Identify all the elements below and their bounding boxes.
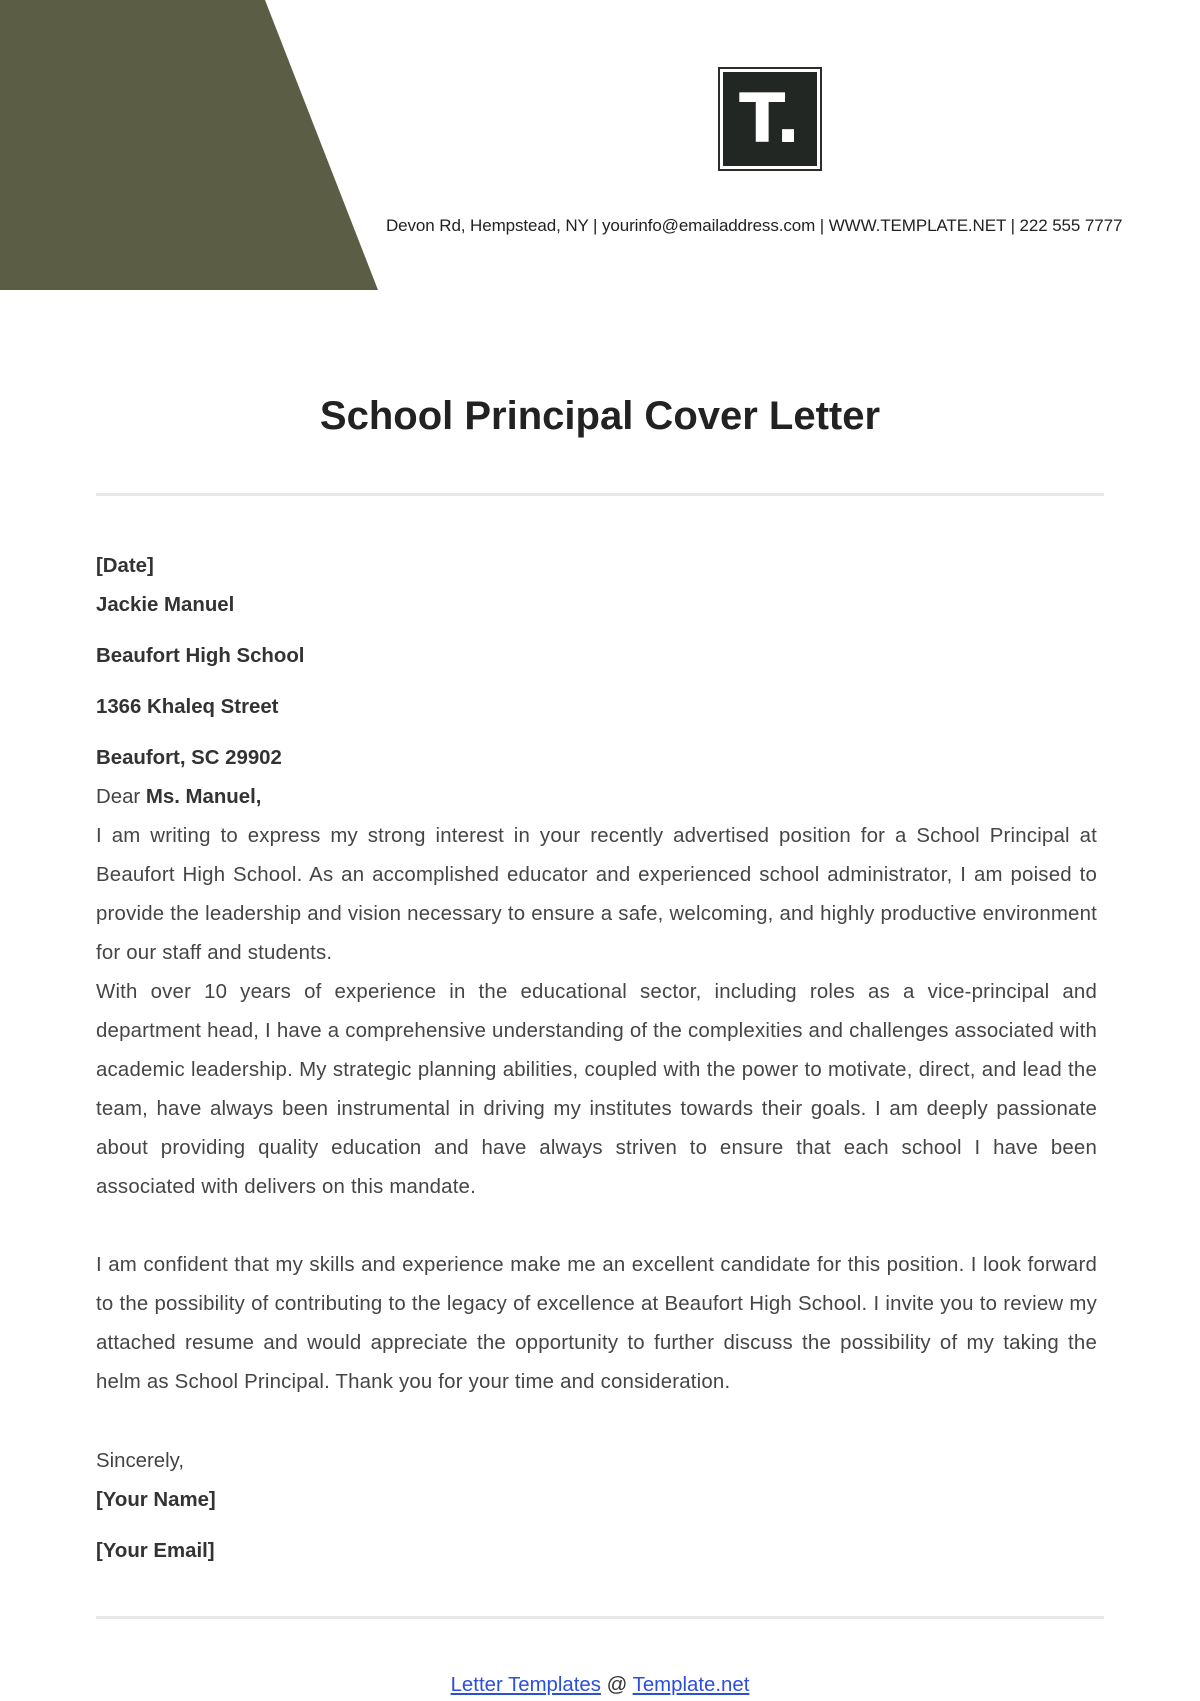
logo-letter: T. <box>739 80 801 159</box>
recipient-school: Beaufort High School <box>96 645 305 667</box>
salutation-name: Ms. Manuel, <box>145 786 262 808</box>
sender-email: [Your Email] <box>96 1540 215 1562</box>
recipient-city: Beaufort, SC 29902 <box>96 747 282 769</box>
salutation-prefix: Dear <box>96 786 146 808</box>
top-divider <box>96 493 1104 496</box>
page-title: School Principal Cover Letter <box>319 394 881 438</box>
footer <box>0 1674 1200 1697</box>
letter-templates-link[interactable]: Letter Templates <box>450 1674 601 1696</box>
body-paragraph: With over 10 years of experience in the educational sector, including roles as a vice-principal and department head, I have a comprehensive understanding of the complexities and challenges associated with academic leadership. My strategic planning abilities, coupled with the power to motivate, direct, and lead the team, have always been instrumental in driving my institutes towards their goals. I am deeply passionate about providing quality education and have always striven to ensure that each school I have been associated with delivers on this mandate. <box>96 981 1097 1198</box>
body-paragraph: I am writing to express my strong interest in your recently advertised position for a School Principal at Beaufort High School. As an accomplished educator and experienced school administrator, I am poised to provide the leadership and vision necessary to ensure a safe, welcoming, and highly productive environment for our staff and students. <box>96 825 1097 964</box>
date-line: [Date] <box>96 555 154 577</box>
sender-name: [Your Name] <box>96 1489 216 1511</box>
salutation <box>96 786 261 809</box>
header-accent-shape <box>0 0 380 290</box>
footer-separator: @ <box>600 1674 633 1696</box>
recipient-name: Jackie Manuel <box>96 594 235 616</box>
signoff: Sincerely, <box>96 1450 185 1472</box>
body-paragraph: I am confident that my skills and experience make me an excellent candidate for this position. I look forward to the possibility of contributing to the legacy of excellence at Beaufort High School. I invite you to review my attached resume and would appreciate the opportunity to further discuss the possibility of my taking the helm as School Principal. Thank you for your time and consideration. <box>96 1254 1097 1393</box>
contact-info: Devon Rd, Hempstead, NY | yourinfo@emailaddress.com | WWW.TEMPLATE.NET | 222 555 7777 <box>386 216 1123 235</box>
bottom-divider <box>96 1616 1104 1619</box>
template-net-link[interactable]: Template.net <box>632 1674 750 1696</box>
template-logo <box>718 67 822 171</box>
recipient-street: 1366 Khaleq Street <box>96 696 279 718</box>
